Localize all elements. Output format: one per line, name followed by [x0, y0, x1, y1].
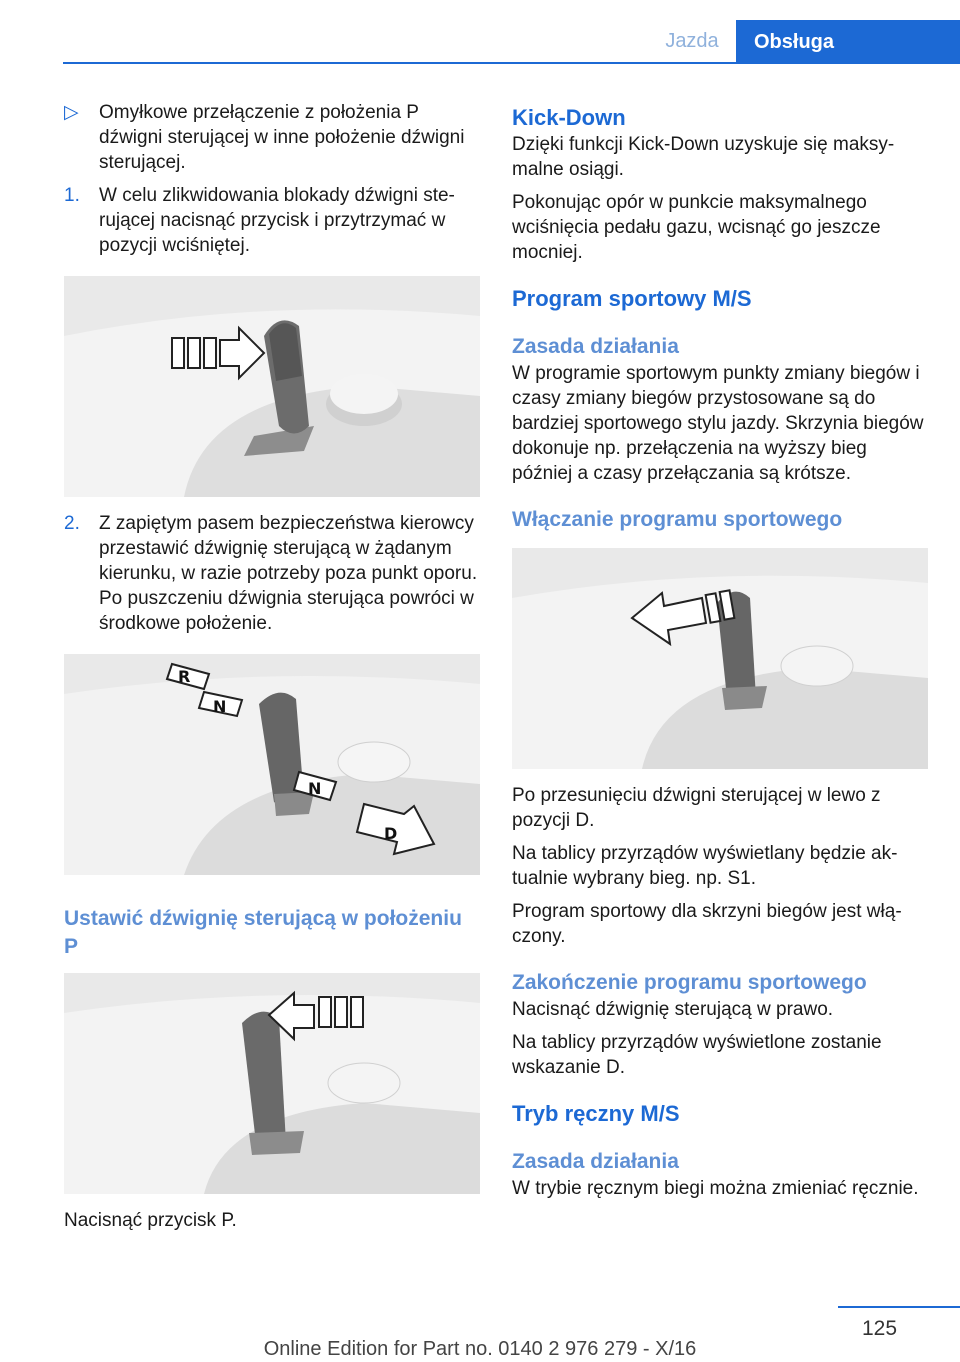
gear-label-n2: N — [308, 779, 322, 798]
left-column — [64, 100, 480, 1241]
edition-footer: Online Edition for Part no. 0140 2 976 279 - X/16 — [263, 1338, 697, 1360]
heading-sport-program: Program sportowy M/S — [512, 286, 752, 311]
page-number: 125 — [862, 1317, 898, 1340]
list-item-text: Omyłkowe przełączenie z położenia P dźwigni sterującej w inne położenie dźwigni sterującej. — [99, 102, 465, 173]
sport-on-text-3: Program sportowy dla skrzyni biegów jest włączony. — [512, 901, 902, 947]
park-button-image — [64, 973, 480, 1194]
section-tab-obsluga[interactable]: Obsługa — [736, 20, 960, 64]
right-column — [512, 104, 928, 1209]
heading-disable-sport: Zakończenie programu sportowego — [512, 971, 867, 994]
heading-operation-principle: Zasada działania — [512, 335, 679, 358]
heading-enable-sport: Włączanie programu sportowego — [512, 508, 843, 531]
sport-principle-text: W programie sportowym punkty zmiany biegów i czasy zmiany biegów przystosowane są do bardziej sportowego stylu jazdy. Skrzynia biegów dokonuje np. przełączenia na wyższy bieg później a czasy przełączania są krótsze. — [512, 363, 924, 484]
triangle-marker-icon: ▷ — [64, 102, 79, 123]
gear-label-r: R — [178, 667, 191, 686]
sport-on-text-2: Na tablicy przyrządów wyświetlany będzie aktualnie wybrany bieg. np. S1. — [512, 843, 898, 889]
kickdown-text-2: Pokonując opór w punkcie maksymalnego wciśnięcia pedału gazu, wcisnąć go jeszcze mocniej. — [512, 192, 881, 263]
list-item-step-2 — [64, 511, 480, 636]
manual-text: W trybie ręcznym biegi można zmieniać ręcznie. — [512, 1178, 919, 1199]
sport-off-text-1: Nacisnąć dźwignię sterującą w prawo. — [512, 999, 834, 1020]
list-item-note — [64, 100, 480, 175]
header-rule — [63, 62, 960, 64]
heading-kickdown: Kick-Down — [512, 105, 626, 130]
list-item-step-1 — [64, 183, 480, 258]
heading-manual-mode: Tryb ręczny M/S — [512, 1101, 680, 1126]
press-p-text: Nacisnąć przycisk P. — [64, 1210, 237, 1231]
list-item-text: W celu zlikwidowania blokady dźwigni sterującej nacisnąć przycisk i przytrzymać w pozycji wciśniętej. — [99, 185, 455, 256]
heading-set-p: Ustawić dźwignię sterującą w położeniu P — [64, 907, 462, 958]
sport-off-text-2: Na tablicy przyrządów wyświetlone zostanie wskazanie D. — [512, 1032, 882, 1078]
step-number: 1. — [64, 185, 80, 206]
gear-positions-image — [64, 654, 480, 875]
kickdown-text-1: Dzięki funkcji Kick-Down uzyskuje się maksymalne osiągi. — [512, 134, 895, 180]
heading-manual-principle: Zasada działania — [512, 1150, 679, 1173]
gear-label-n: N — [213, 697, 227, 716]
gear-lever-unlock-image — [64, 276, 480, 497]
section-tab-jazda[interactable]: Jazda — [665, 30, 719, 52]
step-number: 2. — [64, 513, 80, 534]
sport-on-text-1: Po przesunięciu dźwigni sterującej w lewo z pozycji D. — [512, 785, 881, 831]
sport-mode-lever-image — [512, 548, 928, 769]
list-item-text: Z zapiętym pasem bezpieczeństwa kierowcy przestawić dźwignię sterującą w żądanym kierunku, w razie potrzeby poza punkt oporu. Po puszczeniu dźwignia sterująca powróci w środkowe położenie. — [99, 513, 478, 634]
footer-rule — [838, 1306, 960, 1308]
gear-label-d: D — [384, 824, 398, 843]
